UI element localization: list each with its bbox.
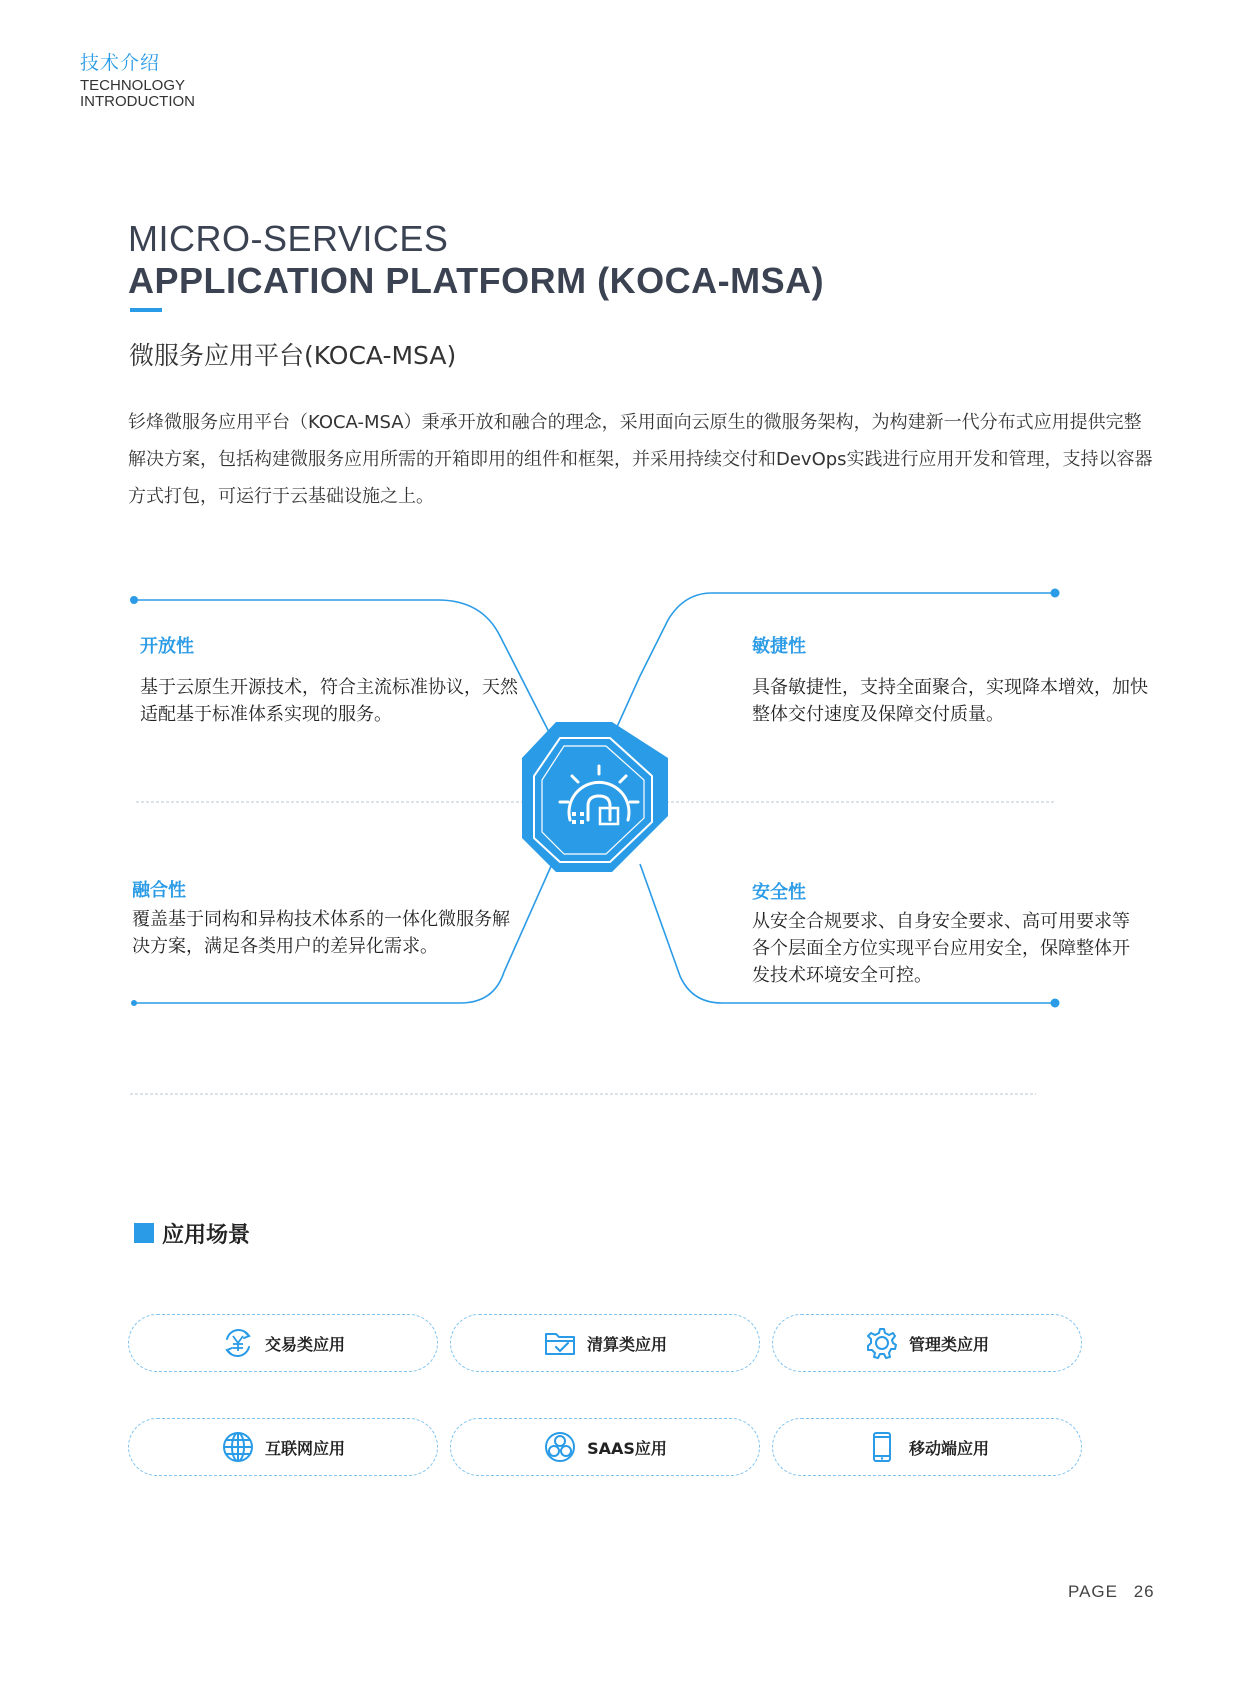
scene-mobile <box>772 1418 1082 1476</box>
page-title-line2: APPLICATION PLATFORM (KOCA-MSA) <box>128 260 825 301</box>
scene-trade-label: 交易类应用 <box>264 1334 345 1354</box>
intro-paragraph: 钐烽微服务应用平台（KOCA-MSA）秉承开放和融合的理念，采用面向云原生的微服务架构，为构建新一代分布式应用提供完整解决方案，包括构建微服务应用所需的开箱即用的组件和框架，并采用持续交付和DevOps实践进行应用开发和管理，支持以容器方式打包，可运行于云基础设施之上。 <box>128 412 1153 507</box>
scene-clearing-label: 清算类应用 <box>586 1334 667 1354</box>
scene-internet-label: 互联网应用 <box>264 1438 345 1458</box>
scene-clearing <box>450 1314 760 1372</box>
yen-exchange-icon <box>221 1326 255 1360</box>
scene-saas <box>450 1418 760 1476</box>
folder-check-icon <box>543 1326 577 1360</box>
scene-heading: 应用场景 <box>162 1223 251 1248</box>
scene-trade <box>128 1314 438 1372</box>
page-title-line1: MICRO-SERVICES <box>128 218 449 259</box>
scene-saas-label: SAAS应用 <box>587 1438 667 1458</box>
feature-security <box>752 878 1142 989</box>
platform-badge-icon <box>522 722 668 872</box>
scene-mobile-label: 移动端应用 <box>908 1438 989 1458</box>
section-label-en-line2: INTRODUCTION <box>80 93 195 110</box>
gear-icon <box>865 1326 899 1360</box>
page-label: PAGE <box>1068 1582 1118 1601</box>
feature-fusion <box>132 876 520 960</box>
page-number: 26 <box>1133 1582 1155 1601</box>
feature-agile-title: 敏捷性 <box>752 636 806 657</box>
feature-open <box>140 632 520 728</box>
feature-agile <box>752 632 1150 728</box>
cluster-icon <box>543 1430 577 1464</box>
mobile-icon <box>865 1430 899 1464</box>
feature-fusion-text: 覆盖基于同构和异构技术体系的一体化微服务解决方案，满足各类用户的差异化需求。 <box>132 909 510 957</box>
scene-heading-marker <box>134 1223 154 1243</box>
feature-security-text: 从安全合规要求、自身安全要求、高可用要求等各个层面全方位实现平台应用安全，保障整体开发技术环境安全可控。 <box>752 911 1130 986</box>
feature-fusion-title: 融合性 <box>132 880 186 901</box>
section-label-cn: 技术介绍 <box>80 52 161 74</box>
section-label-en-line1: TECHNOLOGY <box>80 77 186 94</box>
page-footer <box>1068 1582 1155 1602</box>
feature-agile-text: 具备敏捷性，支持全面聚合，实现降本增效，加快整体交付速度及保障交付质量。 <box>752 677 1148 725</box>
scene-management-label: 管理类应用 <box>908 1334 989 1354</box>
feature-open-title: 开放性 <box>140 636 194 657</box>
globe-icon <box>221 1430 255 1464</box>
page-subtitle: 微服务应用平台(KOCA-MSA) <box>129 341 457 370</box>
scene-internet <box>128 1418 438 1476</box>
feature-security-title: 安全性 <box>752 882 806 903</box>
feature-open-text: 基于云原生开源技术，符合主流标准协议，天然适配基于标准体系实现的服务。 <box>140 677 518 725</box>
scene-management <box>772 1314 1082 1372</box>
